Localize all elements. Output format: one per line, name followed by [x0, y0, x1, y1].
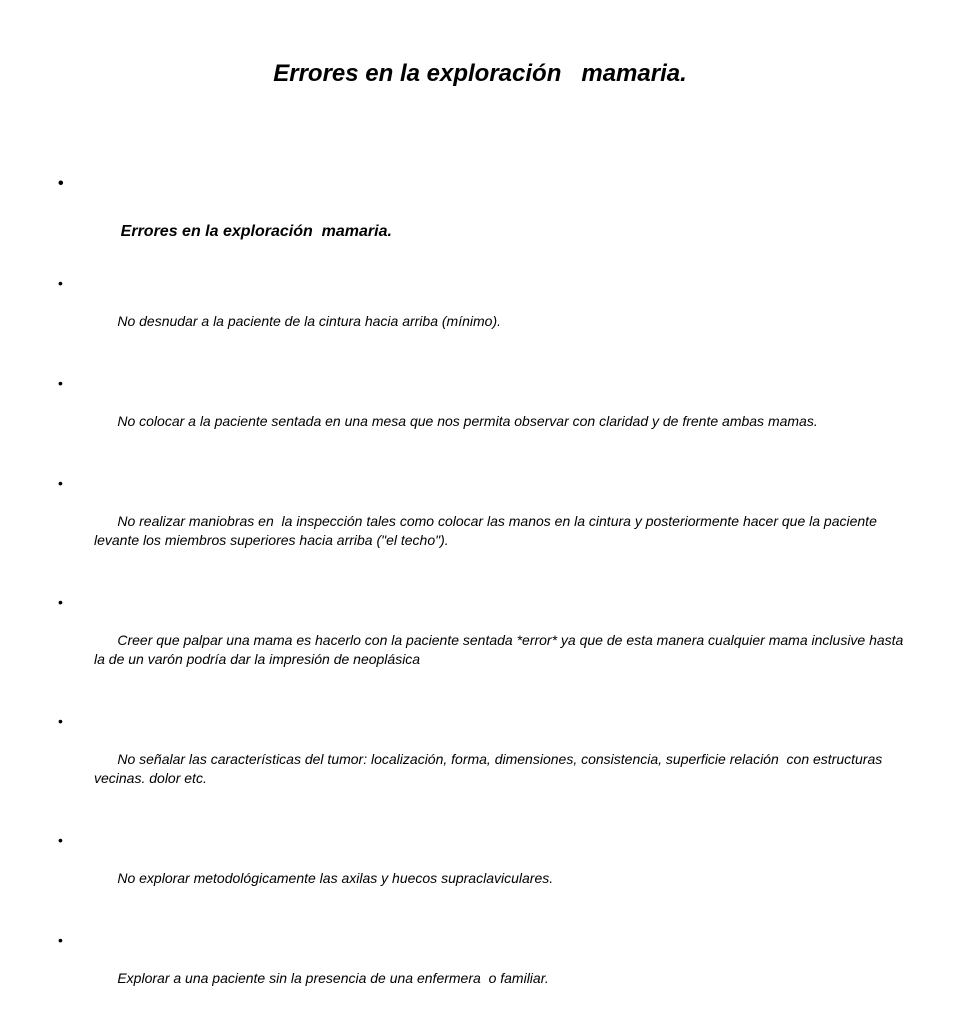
list-item-text: No colocar a la paciente sentada en una mesa que nos permita observar con claridad y de frente ambas mamas. — [117, 413, 818, 429]
bullet-dot: • — [58, 594, 63, 610]
list-item-text: Creer que palpar una mama es hacerlo con la paciente sentada *error* ya que de esta manera cualquier mama inclusive hasta la de un varón podría dar la impresión de neoplásica — [94, 632, 908, 667]
list-item — [58, 474, 918, 569]
bullet-dot: • — [58, 475, 63, 491]
bullet-dot: • — [58, 932, 63, 948]
list-item — [58, 374, 918, 450]
list-item-text: No explorar metodológicamente las axilas y huecos supraclaviculares. — [117, 870, 554, 886]
list-item-text: No realizar maniobras en la inspección tales como colocar las manos en la cintura y posteriormente hacer que la paciente levante los miembros superiores hacia arriba ("el techo"). — [94, 513, 881, 548]
list-item-text: No desnudar a la paciente de la cintura hacia arriba (mínimo). — [117, 313, 501, 329]
bullet-dot: • — [58, 175, 64, 192]
list-item — [58, 712, 918, 807]
list-item — [58, 593, 918, 688]
slide-title: Errores en la exploración mamaria. — [273, 60, 687, 87]
bullet-heading-text: Errores en la exploración mamaria. — [120, 223, 392, 240]
bullet-dot: • — [58, 375, 63, 391]
list-item-text: No señalar las características del tumor: localización, forma, dimensiones, consistencia, superficie relación con estructuras vecinas. dolor etc. — [94, 751, 887, 786]
list-item — [58, 931, 918, 1007]
list-item-text: Explorar a una paciente sin la presencia de una enfermera o familiar. — [117, 970, 549, 986]
list-item — [58, 274, 918, 350]
bullet-dot: • — [58, 275, 63, 291]
bullet-dot: • — [58, 713, 63, 729]
bullet-dot: • — [58, 832, 63, 848]
bullet-list — [58, 172, 918, 1031]
list-item — [58, 831, 918, 907]
bullet-heading — [58, 172, 918, 268]
